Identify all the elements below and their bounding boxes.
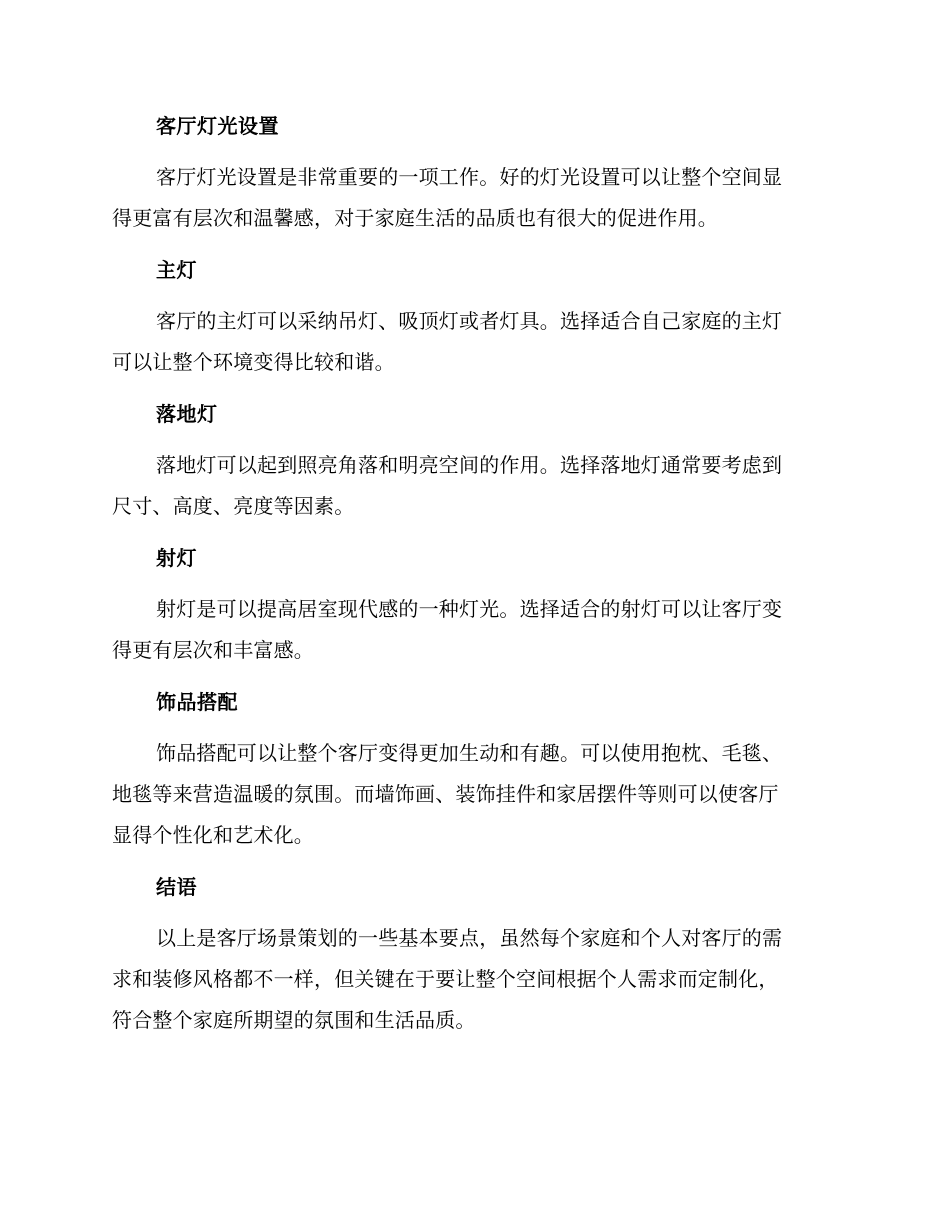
section-paragraph	[112, 445, 832, 527]
section-heading: 射灯	[156, 546, 197, 570]
paragraph-line: 以上是客厅场景策划的一些基本要点，虽然每个家庭和个人对客厅的需	[156, 926, 783, 950]
paragraph-line: 客厅灯光设置是非常重要的一项工作。好的灯光设置可以让整个空间显	[156, 165, 783, 189]
paragraph-line: 可以让整个环境变得比较和谐。	[112, 350, 395, 374]
section-heading: 饰品搭配	[156, 690, 238, 714]
section-conclusion	[112, 867, 832, 1041]
section-decor	[112, 682, 832, 856]
section-spotlight	[112, 538, 832, 671]
section-heading: 落地灯	[156, 402, 218, 426]
section-paragraph	[112, 301, 832, 383]
section-paragraph	[112, 157, 832, 239]
paragraph-line: 饰品搭配可以让整个客厅变得更加生动和有趣。可以使用抱枕、毛毯、	[156, 741, 783, 765]
paragraph-line: 得更富有层次和温馨感，对于家庭生活的品质也有很大的促进作用。	[112, 206, 718, 230]
section-floor-lamp	[112, 394, 832, 527]
section-paragraph	[112, 589, 832, 671]
paragraph-line: 射灯是可以提高居室现代感的一种灯光。选择适合的射灯可以让客厅变	[156, 597, 783, 621]
section-paragraph	[112, 918, 832, 1041]
paragraph-line: 符合整个家庭所期望的氛围和生活品质。	[112, 1008, 476, 1032]
paragraph-line: 得更有层次和丰富感。	[112, 638, 314, 662]
paragraph-line: 显得个性化和艺术化。	[112, 823, 314, 847]
section-living-room-lighting	[112, 106, 832, 239]
section-paragraph	[112, 733, 832, 856]
paragraph-line: 客厅的主灯可以采纳吊灯、吸顶灯或者灯具。选择适合自己家庭的主灯	[156, 309, 783, 333]
section-heading: 结语	[156, 875, 197, 899]
paragraph-line: 落地灯可以起到照亮角落和明亮空间的作用。选择落地灯通常要考虑到	[156, 453, 783, 477]
paragraph-line: 地毯等来营造温暖的氛围。而墙饰画、装饰挂件和家居摆件等则可以使客厅	[112, 782, 779, 806]
section-heading: 客厅灯光设置	[156, 114, 279, 138]
section-heading: 主灯	[156, 258, 197, 282]
paragraph-line: 求和装修风格都不一样，但关键在于要让整个空间根据个人需求而定制化，	[112, 967, 779, 991]
paragraph-line: 尺寸、高度、亮度等因素。	[112, 494, 355, 518]
section-main-light	[112, 250, 832, 383]
document-body	[112, 106, 832, 1052]
